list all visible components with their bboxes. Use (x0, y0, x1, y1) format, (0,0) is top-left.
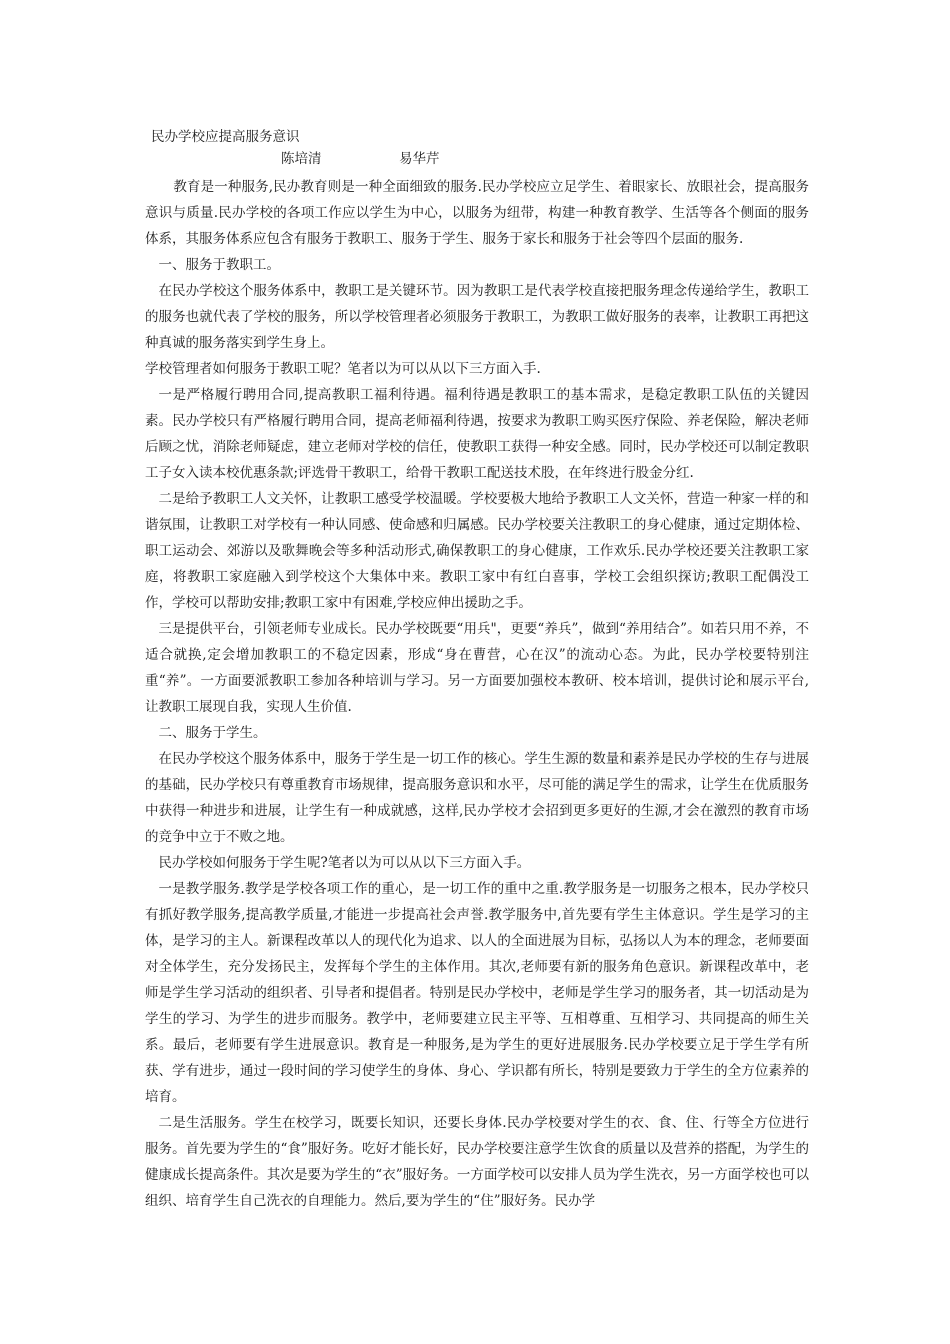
author-name: 陈培清 (281, 151, 322, 167)
paragraph: 民办学校如何服务于学生呢?笔者以为可以从以下三方面入手。 (158, 855, 531, 871)
paragraph: 一是严格履行聘用合同,提高教职工福利待遇。福利待遇是教职工的基本需求，是稳定教职工队伍的关键因素。民办学校只有严格履行聘用合同，提高老师福利待遇，按要求为教职工购买医疗保险、养老保险，解决老师后顾之忧，消除老师疑虑，建立老师对学校的信任，使教职工获得一种安全感。同时，民办学校还可以制定教职工子女入读本校优惠条款;评选骨干教职工，给骨干教职工配送技术股，在年终进行股金分红. (145, 387, 809, 481)
paragraph-intro: 教育是一种服务,民办教育则是一种全面细致的服务.民办学校应立足学生、着眼家长、放眼社会，提高服务意识与质量.民办学校的各项工作应以学生为中心，以服务为纽带，构建一种教育教学、生活等各个侧面的服务体系，其服务体系应包含有服务于教职工、服务于学生、服务于家长和服务于社会等四个层面的服务. (145, 179, 809, 247)
paragraph: 在民办学校这个服务体系中，服务于学生是一切工作的核心。学生生源的数量和素养是民办学校的生存与进展的基础，民办学校只有尊重教育市场规律，提高服务意识和水平，尽可能的满足学生的需求，让学生在优质服务中获得一种进步和进展，让学生有一种成就感，这样,民办学校才会招到更多更好的生源,才会在激烈的教育市场的竞争中立于不败之地。 (145, 751, 809, 845)
authors-line (145, 148, 809, 174)
section-heading-staff: 一、服务于教职工。 (158, 257, 280, 273)
article-title: 民办学校应提高服务意识 (151, 129, 300, 145)
paragraph: 三是提供平台，引领老师专业成长。民办学校既要“用兵"，更要“养兵”，做到“养用结合”。如若只用不养，不适合就换,定会增加教职工的不稳定因素，形成“身在曹营，心在汉”的流动心态。为此，民办学校要特别注重“养”。一方面要派教职工参加各种培训与学习。另一方面要加强校本教研、校本培训，提供讨论和展示平台,让教职工展现自我，实现人生价值. (145, 621, 809, 715)
paragraph: 在民办学校这个服务体系中，教职工是关键环节。因为教职工是代表学校直接把服务理念传递给学生，教职工的服务也就代表了学校的服务，所以学校管理者必须服务于教职工，为教职工做好服务的表率，让教职工再把这种真诚的服务落实到学生身上。 (145, 283, 809, 351)
author-name: 易华芹 (399, 151, 440, 167)
section-heading-students: 二、服务于学生。 (158, 725, 267, 741)
paragraph: 学校管理者如何服务于教职工呢？笔者以为可以从以下三方面入手. (145, 361, 541, 377)
paragraph: 一是教学服务.教学是学校各项工作的重心，是一切工作的重中之重.教学服务是一切服务之根本，民办学校只有抓好教学服务,提高教学质量,才能进一步提高社会声誉.教学服务中,首先要有学生主体意识。学生是学习的主体，是学习的主人。新课程改革以人的现代化为追求、以人的全面进展为目标，弘扬以人为本的理念，老师要面对全体学生，充分发扬民主，发挥每个学生的主体作用。其次,老师要有新的服务角色意识。新课程改革中，老师是学生学习活动的组织者、引导者和提倡者。特别是民办学校中，老师是学生学习的服务者，其一切活动是为学生的学习、为学生的进步而服务。教学中，老师要建立民主平等、互相尊重、互相学习、共同提高的师生关系。最后，老师要有学生进展意识。教育是一种服务,是为学生的更好进展服务.民办学校要立足于学生学有所获、学有进步，通过一段时间的学习使学生的身体、身心、学识都有所长，特别是要致力于学生的全方位素养的培育。 (145, 881, 809, 1105)
paragraph: 二是生活服务。学生在校学习，既要长知识，还要长身体.民办学校要对学生的衣、食、住、行等全方位进行服务。首先要为学生的“食”服好务。吃好才能长好，民办学校要注意学生饮食的质量以及营养的搭配，为学生的健康成长提高条件。其次是要为学生的“衣”服好务。一方面学校可以安排人员为学生洗衣，另一方面学校也可以组织、培育学生自己洗衣的自理能力。然后,要为学生的“住”服好务。民办学 (145, 1115, 809, 1209)
document-page (145, 126, 809, 1214)
paragraph: 二是给予教职工人文关怀，让教职工感受学校温暖。学校要极大地给予教职工人文关怀，营造一种家一样的和谐氛围，让教职工对学校有一种认同感、使命感和归属感。民办学校要关注教职工的身心健康，通过定期体检、职工运动会、郊游以及歌舞晚会等多种活动形式,确保教职工的身心健康，工作欢乐.民办学校还要关注教职工家庭，将教职工家庭融入到学校这个大集体中来。教职工家中有红白喜事，学校工会组织探访;教职工配偶没工作，学校可以帮助安排;教职工家中有困难,学校应伸出援助之手。 (145, 491, 809, 611)
